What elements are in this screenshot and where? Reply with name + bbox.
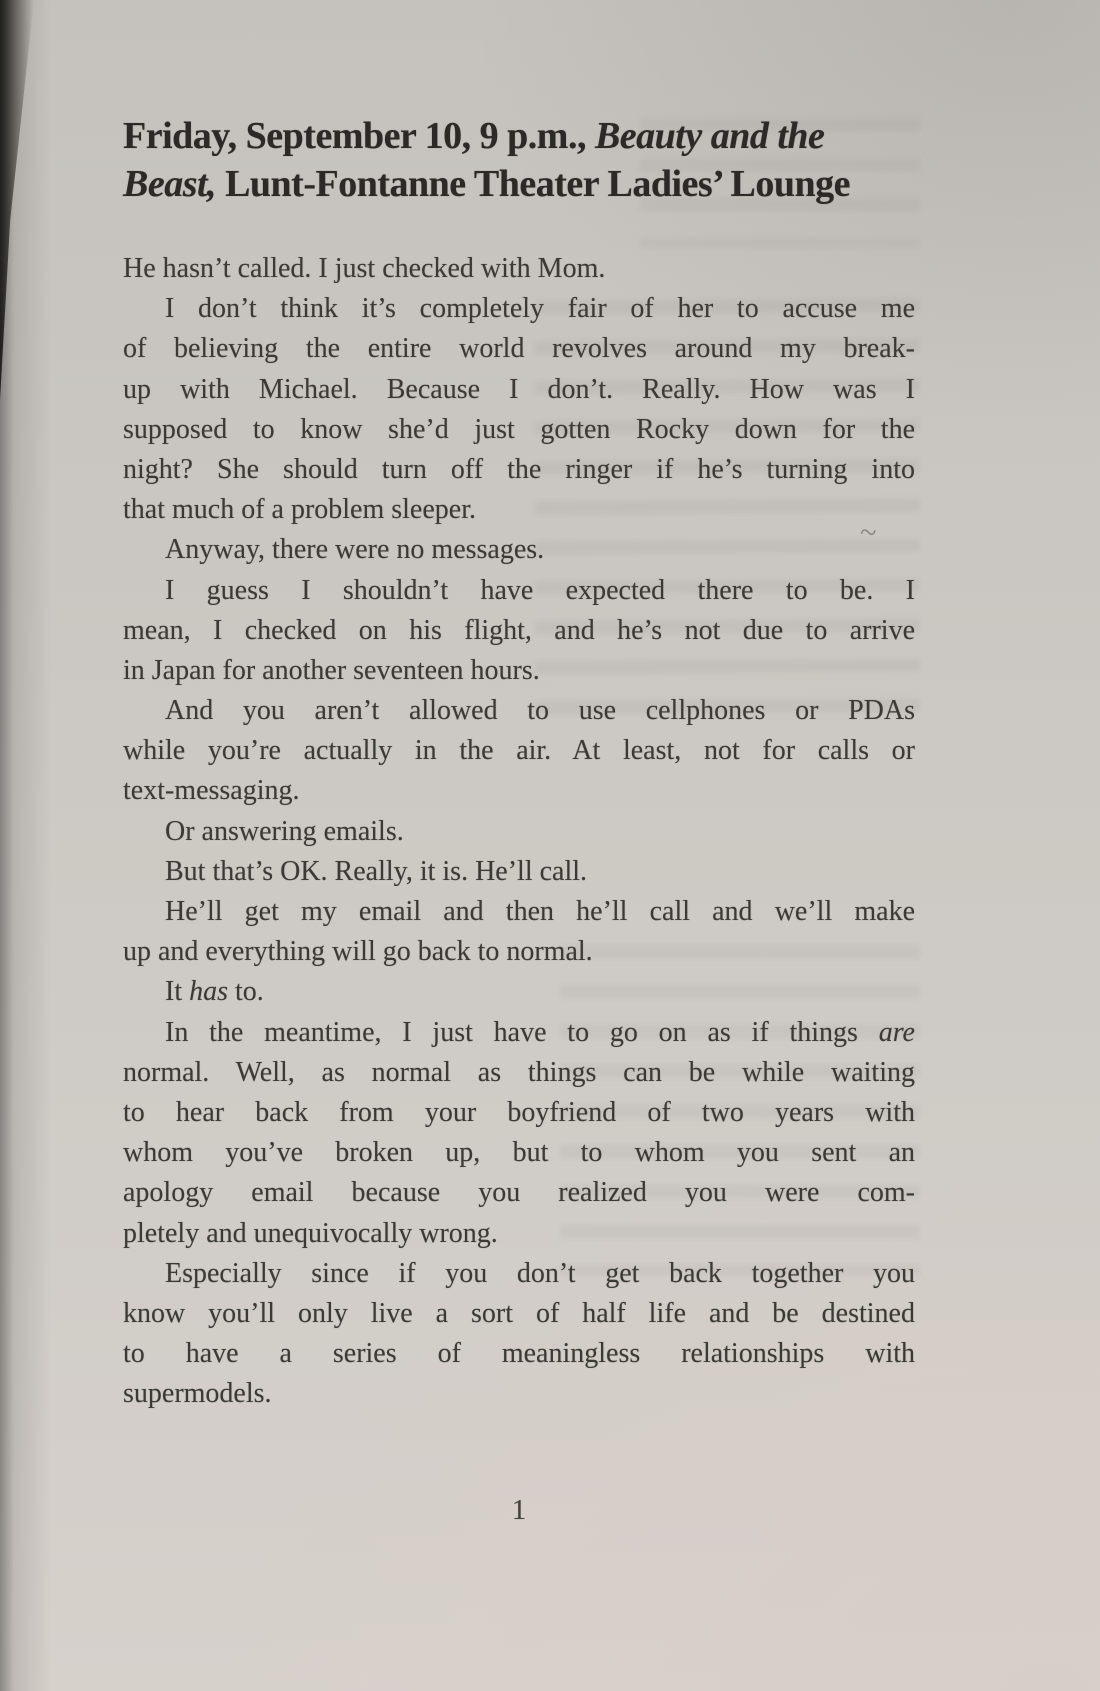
body-line: supposed to know she’d just gotten Rocky down for the xyxy=(123,413,915,445)
body-line: And you aren’t allowed to use cellphones or PDAs xyxy=(165,695,915,727)
body-line: I don’t think it’s completely fair of her to accuse me xyxy=(165,293,915,325)
body-line: night? She should turn off the ringer if he’s turning into xyxy=(123,453,915,485)
body-line: of believing the entire world revolves around my break- xyxy=(123,333,915,365)
page-number: 1 xyxy=(511,1494,527,1526)
body-line: mean, I checked on his flight, and he’s not due to arrive xyxy=(123,614,915,646)
body-line: up and everything will go back to normal. xyxy=(123,936,593,968)
body-line: text-messaging. xyxy=(123,775,300,807)
body-line: pletely and unequivocally wrong. xyxy=(123,1217,498,1249)
body-line: apology email because you realized you were com- xyxy=(123,1177,915,1209)
body-line: He’ll get my email and then he’ll call and we’ll make xyxy=(165,896,915,927)
body-line: normal. Well, as normal as things can be while waiting xyxy=(123,1056,915,1088)
body-line: Or answering emails. xyxy=(165,815,404,847)
page-edge-dark-corner xyxy=(0,0,34,400)
body-line: to have a series of meaningless relationships with xyxy=(123,1338,915,1370)
body-line: Anyway, there were no messages. xyxy=(165,534,545,566)
heading-line: Friday, September 10, 9 p.m., Beauty and the xyxy=(123,115,825,157)
body-line: that much of a problem sleeper. xyxy=(123,494,476,526)
body-line: It has to. xyxy=(165,976,264,1008)
body-line: supermodels. xyxy=(123,1378,272,1410)
body-text xyxy=(123,249,915,1414)
heading-line: Beast, Lunt-Fontanne Theater Ladies’ Lounge xyxy=(123,163,850,205)
body-line: know you’ll only live a sort of half life and be destined xyxy=(123,1297,915,1329)
stray-mark: ~ xyxy=(858,515,878,550)
body-line: But that’s OK. Really, it is. He’ll call. xyxy=(165,855,588,887)
body-line: whom you’ve broken up, but to whom you sent an xyxy=(123,1137,915,1169)
body-line: In the meantime, I just have to go on as if things are xyxy=(165,1016,915,1048)
entry-heading xyxy=(123,112,933,208)
body-line: Especially since if you don’t get back together you xyxy=(165,1257,915,1289)
body-line: in Japan for another seventeen hours. xyxy=(123,654,540,686)
body-line: He hasn’t called. I just checked with Mom. xyxy=(123,253,606,284)
body-line: up with Michael. Because I don’t. Really. How was I xyxy=(123,373,915,405)
body-line: while you’re actually in the air. At least, not for calls or xyxy=(123,735,915,767)
body-line: I guess I shouldn’t have expected there to be. I xyxy=(165,574,915,606)
body-line: to hear back from your boyfriend of two years with xyxy=(123,1096,915,1128)
